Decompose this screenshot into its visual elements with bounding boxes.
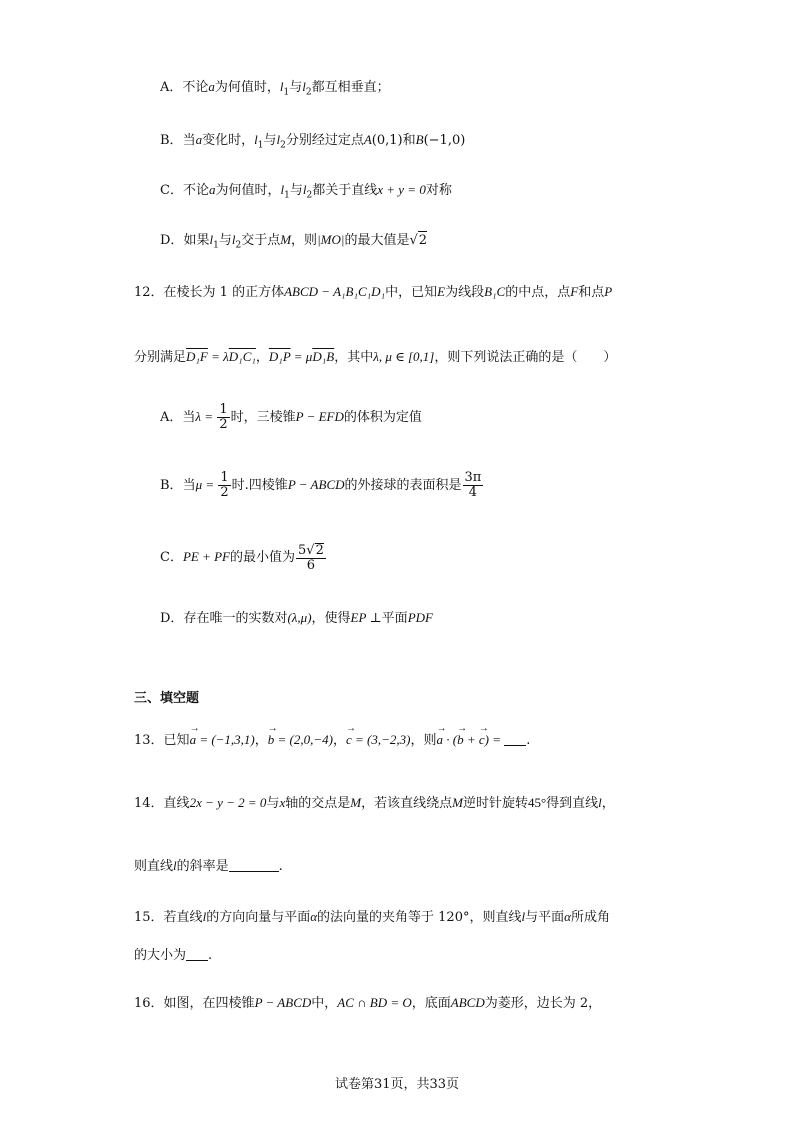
- q16-stem: 16．如图，在四棱锥P − ABCD中，AC ∩ BD = O，底面ABCD为菱形，边长为 2，: [134, 995, 602, 1011]
- q12-stem-line1: 12．在棱长为 1 的正方体ABCD − A₁B₁C₁D₁中，已知E为线段B₁C的中点，点F和点P: [134, 284, 613, 300]
- fraction-one-half: $\frac{1}{2}$: [219, 402, 228, 432]
- page-footer: 试卷第31页，共33页: [334, 1077, 460, 1092]
- q12-option-d: D．存在唯一的实数对(λ,μ)，使得EP ⊥平面PDF: [160, 610, 433, 626]
- q11-option-b: B．当a变化时，$l_1$与$l_2$分别经过定点A(0,1)和B(−1,0): [160, 132, 466, 151]
- answer-blank: [229, 859, 279, 872]
- q12-option-c: C．PE + PF的最小值为 $\frac{5√2}{6}$: [160, 542, 324, 573]
- q12-stem-line2: 分别满足D₁F = λD₁C₁，D₁P = μD₁B，其中λ, μ ∈ [0,1]，则下列说法正确的是（ ）: [134, 349, 617, 365]
- q14-stem-line1: 14．直线2x − y − 2 = 0与x轴的交点是M，若该直线绕点M逆时针旋转45°得到直线l，: [134, 795, 615, 811]
- fraction-5sqrt2-over-6: $\frac{5√2}{6}$: [298, 542, 324, 573]
- q15-stem-line2: 的大小为 .: [134, 948, 213, 963]
- q15-stem-line1: 15．若直线l的方向向量与平面α的法向量的夹角等于 120°，则直线l与平面α所成角: [134, 909, 610, 925]
- answer-blank: [186, 948, 208, 961]
- q11-option-a: A．不论a为何值时，$l_1$与$l_2$都互相垂直；: [160, 79, 390, 98]
- q11-option-c: C．不论a为何值时，$l_1$与$l_2$都关于直线x + y = 0对称: [160, 182, 452, 201]
- q11-option-d: D．如果$l_1$与$l_2$交于点M，则|MO|的最大值是√2: [160, 232, 428, 251]
- q13-stem: 13．已知→ a = (−1,3,1)，→ b = (2,0,−4)，→ c = (3,−2,3)，则→ a · (→ b + → c) = .: [134, 731, 530, 750]
- q14-stem-line2: 则直线l的斜率是 .: [134, 858, 283, 874]
- fraction-one-half: $\frac{1}{2}$: [220, 470, 229, 500]
- fraction-3pi-over-4: $\frac{3\pi}{4}$: [464, 470, 482, 500]
- answer-blank: [504, 733, 526, 746]
- section-heading-fill-in: 三、填空题: [134, 691, 200, 706]
- q12-option-b: B．当μ = $\frac{1}{2}$ 时.四棱锥P − ABCD的外接球的表面积是 $\frac{3\pi}{4}$: [160, 470, 482, 500]
- q12-option-a: A．当λ = $\frac{1}{2}$ 时，三棱锥P − EFD的体积为定值: [160, 402, 422, 432]
